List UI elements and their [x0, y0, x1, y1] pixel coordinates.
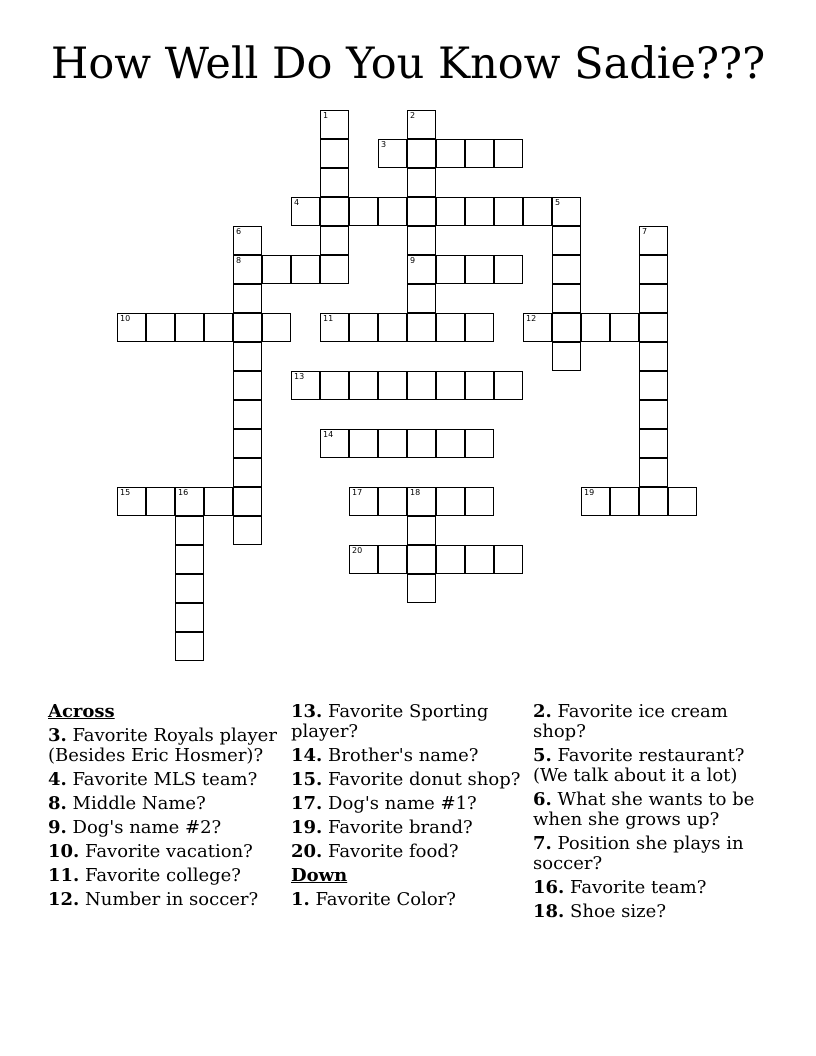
clue-text: Dog's name #1? [322, 793, 477, 814]
grid-cell[interactable] [233, 458, 262, 487]
grid-cell[interactable] [349, 487, 378, 516]
grid-cell[interactable] [465, 255, 494, 284]
across-clue-list-continued [291, 702, 531, 862]
clues-column-1 [48, 702, 288, 914]
cell-number: 19 [584, 488, 595, 497]
grid-cell[interactable] [639, 371, 668, 400]
grid-cell[interactable] [378, 371, 407, 400]
grid-cell[interactable] [233, 429, 262, 458]
grid-cell[interactable] [204, 487, 233, 516]
grid-cell[interactable] [407, 255, 436, 284]
clue-number: 14. [291, 745, 323, 766]
cell-number: 8 [236, 256, 242, 265]
clue-number: 16. [533, 877, 565, 898]
grid-cell[interactable] [639, 284, 668, 313]
cell-number: 11 [323, 314, 334, 323]
grid-cell[interactable] [262, 313, 291, 342]
clue-text: Number in soccer? [79, 889, 259, 910]
grid-cell[interactable] [494, 545, 523, 574]
grid-cell[interactable] [175, 632, 204, 661]
clue-number: 2. [533, 701, 552, 722]
grid-cell[interactable] [407, 487, 436, 516]
clue-number: 8. [48, 793, 67, 814]
grid-cell[interactable] [552, 342, 581, 371]
grid-cell[interactable] [291, 255, 320, 284]
clue-item [533, 834, 773, 874]
grid-cell[interactable] [378, 313, 407, 342]
clues-column-2 [291, 702, 531, 914]
cell-number: 10 [120, 314, 131, 323]
grid-cell[interactable] [494, 371, 523, 400]
grid-cell[interactable] [378, 429, 407, 458]
clue-number: 6. [533, 789, 552, 810]
clue-number: 10. [48, 841, 80, 862]
clue-item [291, 770, 531, 790]
grid-cell[interactable] [407, 516, 436, 545]
grid-cell[interactable] [407, 110, 436, 139]
grid-cell[interactable] [349, 197, 378, 226]
grid-cell[interactable] [320, 371, 349, 400]
grid-cell[interactable] [639, 255, 668, 284]
grid-cell[interactable] [291, 371, 320, 400]
clue-item [533, 878, 773, 898]
grid-cell[interactable] [494, 255, 523, 284]
grid-cell[interactable] [117, 487, 146, 516]
down-clue-list [291, 890, 531, 910]
grid-cell[interactable] [320, 255, 349, 284]
grid-cell[interactable] [378, 139, 407, 168]
clue-number: 7. [533, 833, 552, 854]
cell-number: 18 [410, 488, 421, 497]
clue-number: 20. [291, 841, 323, 862]
clue-text: Favorite MLS team? [66, 769, 258, 790]
across-clue-list [48, 726, 288, 910]
clue-item [48, 726, 288, 766]
clue-item [291, 818, 531, 838]
clue-item [291, 746, 531, 766]
grid-cell[interactable] [378, 197, 407, 226]
clue-text: Favorite Sporting player? [291, 701, 489, 742]
grid-cell[interactable] [233, 400, 262, 429]
grid-cell[interactable] [175, 574, 204, 603]
grid-cell[interactable] [320, 139, 349, 168]
grid-cell[interactable] [436, 429, 465, 458]
clue-text: Middle Name? [66, 793, 206, 814]
grid-cell[interactable] [204, 313, 233, 342]
clue-text: Favorite ice cream shop? [533, 701, 728, 742]
cell-number: 2 [410, 111, 416, 120]
clue-number: 13. [291, 701, 323, 722]
clue-item [48, 866, 288, 886]
grid-cell[interactable] [465, 545, 494, 574]
clue-number: 5. [533, 745, 552, 766]
clue-item [48, 818, 288, 838]
clue-text: Favorite brand? [322, 817, 473, 838]
grid-cell[interactable] [407, 371, 436, 400]
grid-cell[interactable] [523, 197, 552, 226]
clue-item [48, 842, 288, 862]
clues-column-3 [533, 702, 773, 926]
cell-number: 9 [410, 256, 416, 265]
grid-cell[interactable] [233, 313, 262, 342]
grid-cell[interactable] [552, 284, 581, 313]
grid-cell[interactable] [639, 342, 668, 371]
grid-cell[interactable] [436, 139, 465, 168]
clue-number: 17. [291, 793, 323, 814]
grid-cell[interactable] [117, 313, 146, 342]
grid-cell[interactable] [552, 226, 581, 255]
clue-text: Favorite Color? [309, 889, 456, 910]
grid-cell[interactable] [407, 139, 436, 168]
cell-number: 14 [323, 430, 334, 439]
clue-item [533, 790, 773, 830]
clue-number: 3. [48, 725, 67, 746]
down-heading: Down [291, 865, 348, 886]
cell-number: 4 [294, 198, 300, 207]
grid-cell[interactable] [436, 545, 465, 574]
page-title: How Well Do You Know Sadie??? [50, 39, 766, 89]
cell-number: 16 [178, 488, 189, 497]
clue-text: Favorite food? [322, 841, 459, 862]
grid-cell[interactable] [320, 226, 349, 255]
clue-text: Favorite team? [564, 877, 707, 898]
grid-cell[interactable] [552, 197, 581, 226]
cell-number: 7 [642, 227, 648, 236]
grid-cell[interactable] [146, 313, 175, 342]
grid-cell[interactable] [175, 487, 204, 516]
grid-cell[interactable] [465, 371, 494, 400]
grid-cell[interactable] [465, 139, 494, 168]
cell-number: 13 [294, 372, 305, 381]
grid-cell[interactable] [378, 545, 407, 574]
clue-item [48, 890, 288, 910]
clue-item [291, 842, 531, 862]
clue-text: What she wants to be when she grows up? [533, 789, 755, 830]
clue-text: Brother's name? [322, 745, 479, 766]
clue-number: 12. [48, 889, 80, 910]
grid-cell[interactable] [175, 545, 204, 574]
clue-number: 15. [291, 769, 323, 790]
grid-cell[interactable] [436, 487, 465, 516]
grid-cell[interactable] [494, 197, 523, 226]
grid-cell[interactable] [233, 487, 262, 516]
clue-text: Favorite restaurant? (We talk about it a lot) [533, 745, 745, 786]
grid-cell[interactable] [407, 226, 436, 255]
clue-number: 9. [48, 817, 67, 838]
grid-cell[interactable] [610, 313, 639, 342]
grid-cell[interactable] [320, 429, 349, 458]
grid-cell[interactable] [639, 429, 668, 458]
cell-number: 3 [381, 140, 387, 149]
grid-cell[interactable] [233, 516, 262, 545]
grid-cell[interactable] [233, 226, 262, 255]
clue-item [48, 794, 288, 814]
cell-number: 17 [352, 488, 363, 497]
grid-cell[interactable] [233, 284, 262, 313]
grid-cell[interactable] [465, 313, 494, 342]
grid-cell[interactable] [378, 487, 407, 516]
clue-text: Dog's name #2? [66, 817, 222, 838]
clue-text: Position she plays in soccer? [533, 833, 744, 874]
grid-cell[interactable] [320, 197, 349, 226]
grid-cell[interactable] [175, 603, 204, 632]
clue-text: Favorite college? [79, 865, 241, 886]
clue-text: Favorite Royals player (Besides Eric Hosmer)? [48, 725, 277, 766]
grid-cell[interactable] [465, 429, 494, 458]
grid-cell[interactable] [349, 371, 378, 400]
clue-item [48, 770, 288, 790]
grid-cell[interactable] [639, 458, 668, 487]
grid-cell[interactable] [175, 516, 204, 545]
cell-number: 20 [352, 546, 363, 555]
grid-cell[interactable] [320, 313, 349, 342]
grid-cell[interactable] [552, 313, 581, 342]
grid-cell[interactable] [320, 168, 349, 197]
clue-text: Shoe size? [564, 901, 666, 922]
grid-cell[interactable] [175, 313, 204, 342]
clue-item [291, 794, 531, 814]
clue-item [291, 890, 531, 910]
grid-cell[interactable] [233, 342, 262, 371]
grid-cell[interactable] [262, 255, 291, 284]
clue-number: 1. [291, 889, 310, 910]
grid-cell[interactable] [436, 197, 465, 226]
grid-cell[interactable] [523, 313, 552, 342]
grid-cell[interactable] [407, 168, 436, 197]
grid-cell[interactable] [349, 313, 378, 342]
grid-cell[interactable] [436, 313, 465, 342]
cell-number: 6 [236, 227, 242, 236]
down-clue-list-continued [533, 702, 773, 922]
grid-cell[interactable] [639, 226, 668, 255]
clue-item [533, 746, 773, 786]
clue-number: 19. [291, 817, 323, 838]
grid-cell[interactable] [639, 400, 668, 429]
grid-cell[interactable] [436, 371, 465, 400]
across-heading: Across [48, 701, 115, 722]
cell-number: 1 [323, 111, 329, 120]
grid-cell[interactable] [494, 139, 523, 168]
grid-cell[interactable] [146, 487, 175, 516]
clue-number: 18. [533, 901, 565, 922]
grid-cell[interactable] [407, 284, 436, 313]
grid-cell[interactable] [320, 110, 349, 139]
grid-cell[interactable] [291, 197, 320, 226]
grid-cell[interactable] [349, 545, 378, 574]
grid-cell[interactable] [407, 574, 436, 603]
cell-number: 15 [120, 488, 131, 497]
clue-item [533, 902, 773, 922]
grid-cell[interactable] [407, 545, 436, 574]
clue-text: Favorite donut shop? [322, 769, 521, 790]
clue-item [291, 702, 531, 742]
grid-cell[interactable] [349, 429, 378, 458]
clue-item [533, 702, 773, 742]
grid-cell[interactable] [465, 197, 494, 226]
grid-cell[interactable] [668, 487, 697, 516]
grid-cell[interactable] [465, 487, 494, 516]
grid-cell[interactable] [639, 313, 668, 342]
grid-cell[interactable] [639, 487, 668, 516]
grid-cell[interactable] [233, 371, 262, 400]
grid-cell[interactable] [436, 255, 465, 284]
clue-text: Favorite vacation? [79, 841, 253, 862]
grid-cell[interactable] [407, 197, 436, 226]
grid-cell[interactable] [581, 313, 610, 342]
grid-cell[interactable] [552, 255, 581, 284]
grid-cell[interactable] [407, 313, 436, 342]
grid-cell[interactable] [610, 487, 639, 516]
clue-number: 11. [48, 865, 80, 886]
grid-cell[interactable] [233, 255, 262, 284]
cell-number: 5 [555, 198, 561, 207]
clue-number: 4. [48, 769, 67, 790]
grid-cell[interactable] [581, 487, 610, 516]
grid-cell[interactable] [407, 429, 436, 458]
cell-number: 12 [526, 314, 537, 323]
